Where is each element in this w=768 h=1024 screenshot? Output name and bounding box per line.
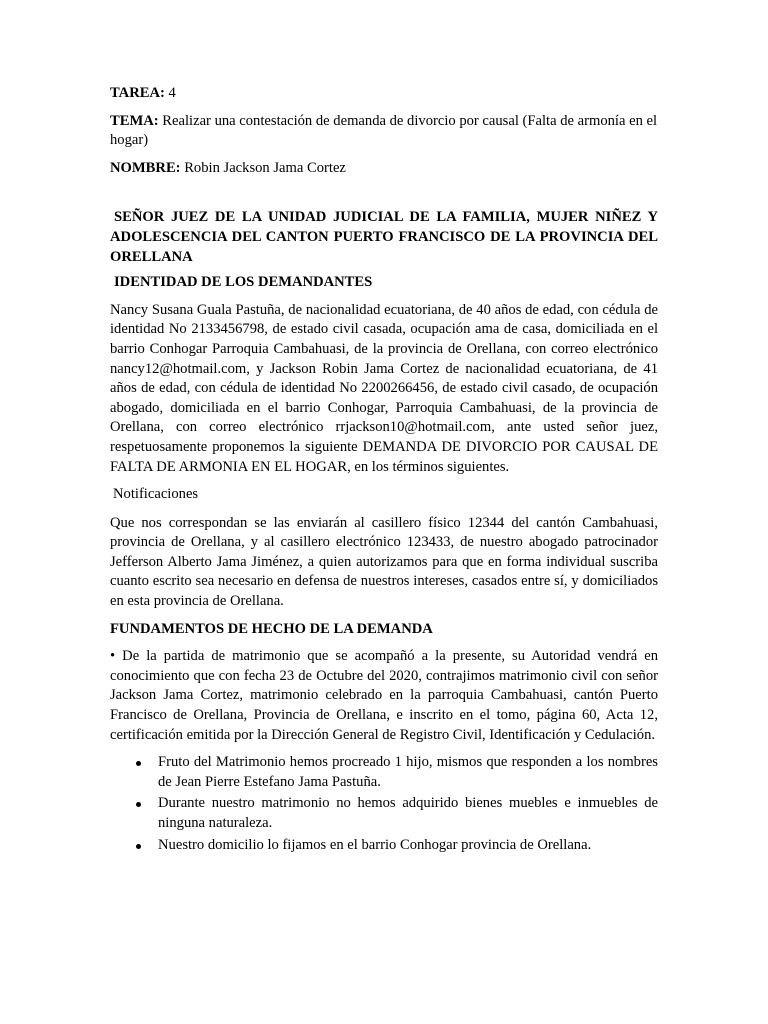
- bullet-icon: [136, 761, 141, 766]
- nombre-value: Robin Jackson Jama Cortez: [180, 159, 346, 176]
- list-item-text: Nuestro domicilio lo fijamos en el barrio Conhogar provincia de Orellana.: [158, 836, 592, 853]
- list-item: [110, 753, 658, 792]
- tema-label: TEMA:: [110, 112, 159, 129]
- nombre-label: NOMBRE:: [110, 159, 181, 176]
- tarea-value: 4: [164, 85, 176, 101]
- court-heading: SEÑOR JUEZ DE LA UNIDAD JUDICIAL DE LA FAMILIA, MUJER NIÑEZ Y ADOLESCENCIA DEL CANTON PUERTO FRANCISCO DE LA PROVINCIA DEL ORELLANA: [110, 209, 658, 265]
- tarea-label: TAREA:: [110, 85, 165, 101]
- identity-body: Nancy Susana Guala Pastuña, de nacionalidad ecuatoriana, de 40 años de edad, con cédula de identidad No 2133456798, de estado civil casada, ocupación ama de casa, domiciliada en el barrio Conhogar Parroquia Cambahuasi, de la provincia de Orellana, con correo electrónico nancy12@hotmail.com, y Jackson Robin Jama Cortez de nacionalidad ecuatoriana, de 41 años de edad, con cédula de identidad No 2200266456, de estado civil casado, de ocupación abogado, domiciliada en el barrio Conhogar, Parroquia Cambahuasi, de la provincia de Orellana, con correo electrónico rrjackson10@hotmail.com, ante usted señor juez, respetuosamente proponemos la siguiente DEMANDA DE DIVORCIO POR CAUSAL DE FALTA DE ARMONIA EN EL HOGAR, en los términos siguientes.: [110, 301, 658, 475]
- identity-title: IDENTIDAD DE LOS DEMANDANTES: [114, 274, 373, 291]
- nombre-line: [110, 159, 658, 179]
- list-item-text: Fruto del Matrimonio hemos procreado 1 hijo, mismos que responden a los nombres de Jean Pierre Estefano Jama Pastuña.: [158, 754, 658, 790]
- list-item: [110, 794, 658, 833]
- tarea-line: [110, 84, 658, 104]
- facts-bullet-list: [110, 753, 658, 855]
- bullet-icon: [136, 844, 141, 849]
- notifications-title: Notificaciones: [113, 486, 199, 503]
- bullet-icon: [136, 802, 141, 807]
- list-item: [110, 836, 658, 856]
- facts-title: FUNDAMENTOS DE HECHO DE LA DEMANDA: [110, 620, 433, 637]
- notifications-body: Que nos correspondan se las enviarán al casillero físico 12344 del cantón Cambahuasi, provincia de Orellana, y al casillero electrónico 123433, de nuestro abogado patrocinador Jefferson Alberto Jama Jiménez, a quien autorizamos para que en forma individual suscriba cuanto escrito sea necesario en defensa de nuestros intereses, casados entre sí, y domiciliados en esta provincia de Orellana.: [110, 514, 658, 610]
- facts-intro: • De la partida de matrimonio que se acompañó a la presente, su Autoridad vendrá en conocimiento que con fecha 23 de Octubre del 2020, contrajimos matrimonio civil con señor Jackson Jama Cortez, matrimonio celebrado en la parroquia Cambahuasi, cantón Puerto Francisco de Orellana, Provincia de Orellana, e inscrito en el tomo, página 60, Acta 12, certificación emitida por la Dirección General de Registro Civil, Identificación y Cedulación.: [110, 648, 658, 743]
- list-item-text: Durante nuestro matrimonio no hemos adquirido bienes muebles e inmuebles de ninguna naturaleza.: [158, 795, 658, 831]
- tema-line: [110, 112, 658, 151]
- document-page: [110, 84, 658, 857]
- tema-value: Realizar una contestación de demanda de divorcio por causal (Falta de armonía en el hogar): [110, 112, 658, 149]
